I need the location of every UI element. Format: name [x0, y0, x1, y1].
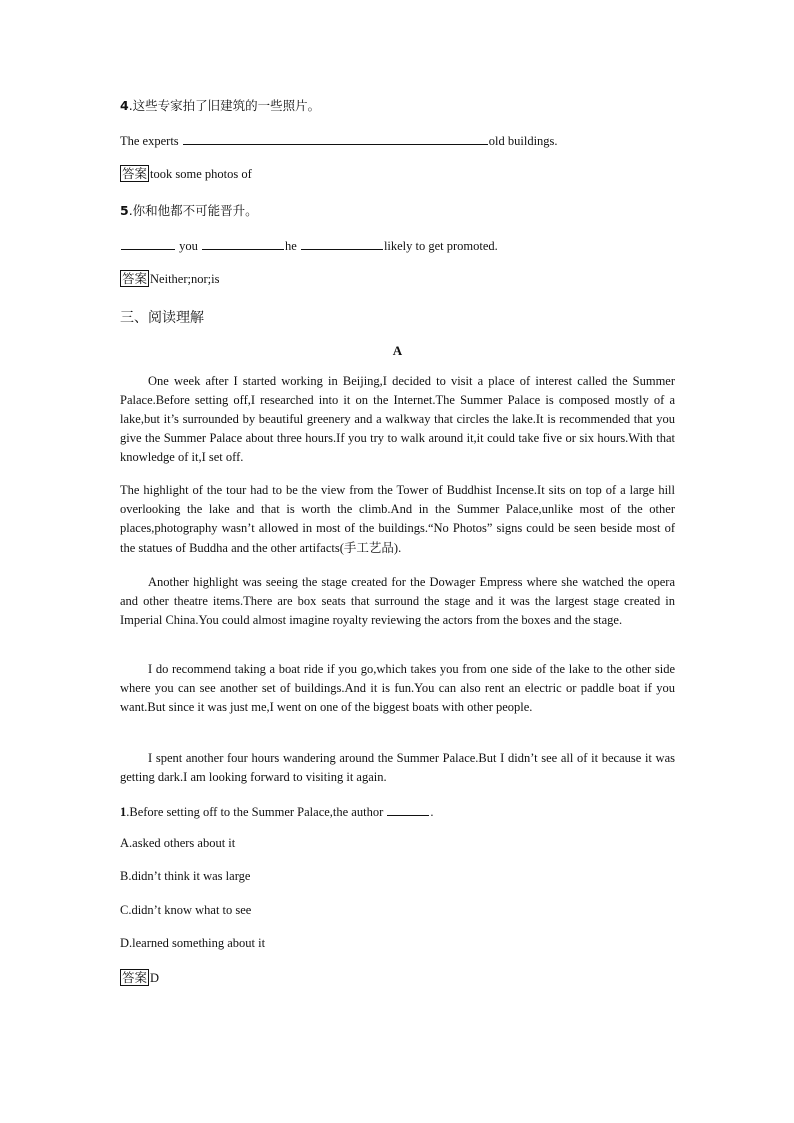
section-title: 三、阅读理解: [120, 310, 204, 326]
q4-answer-label: 答案: [122, 166, 148, 181]
passage-paragraph-2-end: ).: [393, 541, 402, 555]
q5-prompt-text: .你和他都不可能晋升。: [128, 203, 258, 218]
q5-blank-2[interactable]: [202, 236, 284, 250]
mcq1-option-b[interactable]: B.didn’t think it was large: [120, 869, 251, 883]
q4-prompt-text: .这些专家拍了旧建筑的一些照片。: [128, 98, 321, 113]
q4-answer-text: took some photos of: [150, 167, 252, 181]
mcq1-question-text: .Before setting off to the Summer Palace,the author: [126, 805, 384, 819]
mcq1-question-end: .: [430, 805, 434, 819]
mcq1-option-a[interactable]: A.asked others about it: [120, 836, 236, 850]
q5-answer: [120, 270, 219, 287]
mcq1-option-d[interactable]: D.learned something about it: [120, 936, 266, 950]
mcq1-option-c[interactable]: C.didn’t know what to see: [120, 903, 252, 917]
q4-answer: [120, 165, 252, 182]
q5-sentence: [120, 236, 498, 254]
q4-sentence-end: old buildings.: [488, 134, 558, 148]
mcq1-answer: [120, 969, 159, 986]
mcq1-answer-label: 答案: [122, 970, 148, 985]
passage-paragraph-2: [120, 481, 675, 558]
q5-number: 5: [120, 203, 129, 218]
q5-blank-3[interactable]: [301, 236, 383, 250]
passage-paragraph-1: One week after I started working in Beijing,I decided to visit a place of interest called the Summer Palace.Before setting off,I researched into it on the Internet.The Summer Palace is composed mostly of a lake,but it’s surrounded by beautiful greenery and a walkway that circles the lake.It is recommended that you give the Summer Palace about three hours.If you try to walk around it,it could take five or six hours.With that knowledge of it,I set off.: [120, 374, 675, 464]
q5-word-1: you: [179, 239, 198, 253]
passage-paragraph-2-cn: 手工艺品: [343, 540, 394, 555]
q4-sentence: [120, 131, 558, 149]
q4-sentence-start: The experts: [120, 134, 179, 148]
mcq1-answer-text: D: [150, 971, 160, 985]
q5-blank-1[interactable]: [121, 236, 175, 250]
q5-answer-label: 答案: [122, 271, 148, 286]
q5-word-2: he: [285, 239, 297, 253]
q4-number: 4: [120, 98, 129, 113]
q5-prompt: [120, 201, 258, 219]
mcq1-number: 1: [120, 805, 127, 819]
mcq1-blank[interactable]: [387, 802, 429, 816]
passage-paragraph-3: Another highlight was seeing the stage created for the Dowager Empress where she watched the opera and other theatre items.There are box seats that surround the stage and it was the largest stage created in Imperial China.You could almost imagine royalty reviewing the actors from the boxes and the stage.: [120, 575, 675, 627]
q5-word-3: likely to get promoted.: [383, 239, 498, 253]
passage-paragraph-5: I spent another four hours wandering around the Summer Palace.But I didn’t see all of it because it was getting dark.I am looking forward to visiting it again.: [120, 751, 675, 784]
mcq1-question: [120, 802, 434, 820]
passage-paragraph-4: I do recommend taking a boat ride if you go,which takes you from one side of the lake to the other side where you can see another set of buildings.And it is fun.You can also rent an electric or paddle boat if you want.But since it was just me,I went on one of the biggest boats with other people.: [120, 662, 675, 714]
q5-answer-text: Neither;nor;is: [150, 272, 220, 286]
passage-title: A: [392, 343, 403, 358]
q4-blank[interactable]: [183, 131, 488, 145]
q4-prompt: [120, 96, 320, 114]
passage-paragraph-2-main: The highlight of the tour had to be the view from the Tower of Buddhist Incense.It sits on top of a large hill overlooking the lake and that is worth the climb.And in the Summer Palace,unlike most of the other places,photography wasn’t allowed in most of the buildings.“No Photos” signs could be seen beside most of the statues of Buddha and the other artifacts(: [120, 483, 675, 555]
